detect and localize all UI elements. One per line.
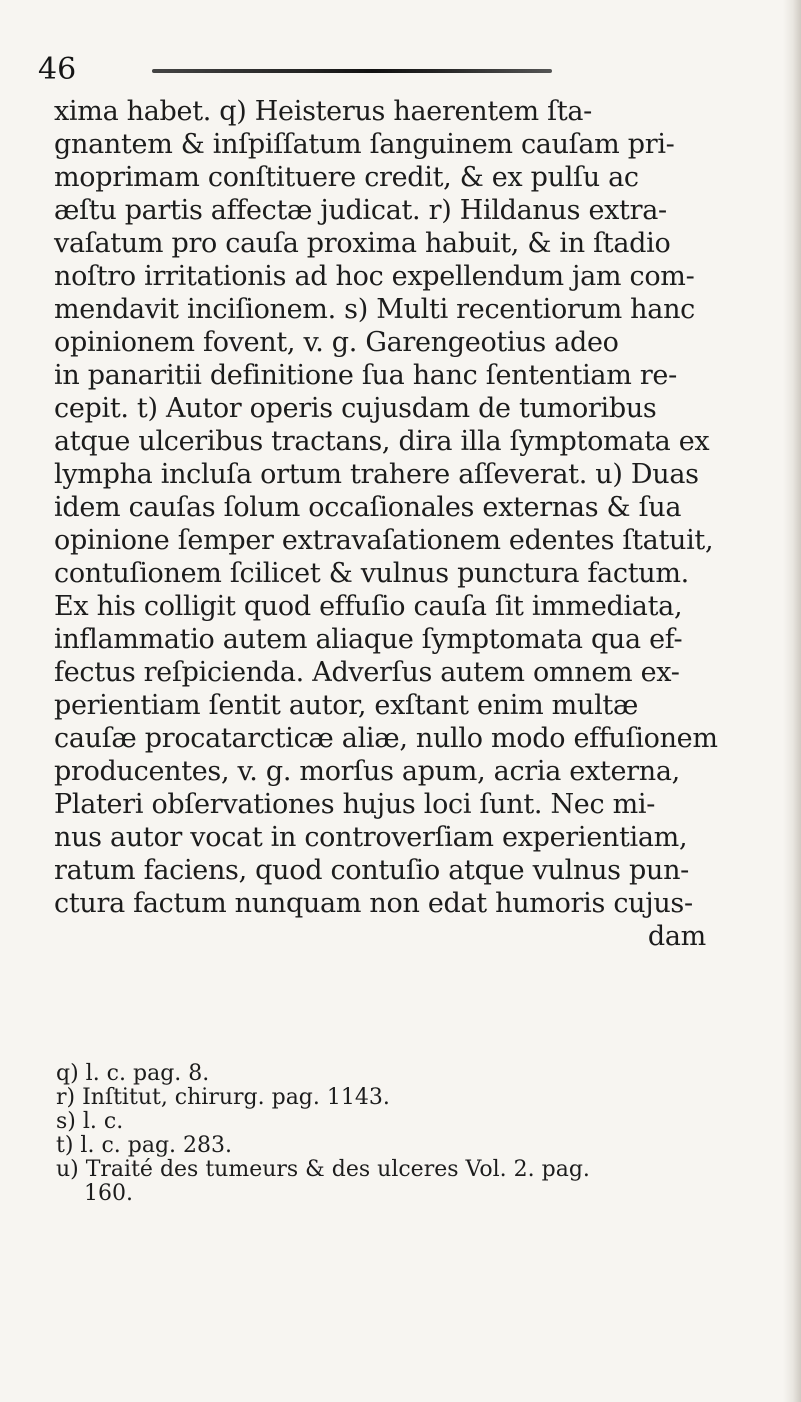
body-line: Ex his colligit quod effuſio cauſa ſit immediata, — [54, 591, 683, 622]
body-line: inflammatio autem aliaque ſymptomata qua ef- — [54, 624, 683, 655]
body-line: idem cauſas ſolum occaſionales externas & ſua — [54, 492, 682, 523]
footnote: u) Traité des tumeurs & des ulceres Vol. 2. pag. — [56, 1157, 590, 1182]
body-text — [54, 95, 774, 953]
body-line: atque ulceribus tractans, dira illa ſymptomata ex — [54, 426, 710, 457]
body-line: noſtro irritationis ad hoc expellendum jam com- — [54, 261, 695, 292]
body-line: moprimam conſtituere credit, & ex pulſu ac — [54, 162, 639, 193]
body-line: ctura factum nunquam non edat humoris cujus- — [54, 888, 693, 919]
body-line: Plateri obſervationes hujus loci ſunt. Nec mi- — [54, 789, 656, 820]
body-line: contuſionem ſcilicet & vulnus punctura factum. — [54, 558, 689, 589]
footnote: r) Inſtitut, chirurg. pag. 1143. — [56, 1085, 390, 1110]
body-line: xima habet. q) Heisterus haerentem ſta- — [54, 96, 593, 127]
body-line: producentes, v. g. morſus apum, acria externa, — [54, 756, 680, 787]
footnotes — [56, 1062, 776, 1206]
body-line: cauſæ procatarcticæ aliæ, nullo modo effuſionem — [54, 723, 718, 754]
body-line: opinionem fovent, v. g. Garengeotius adeo — [54, 327, 619, 358]
footnote: 160. — [84, 1181, 133, 1206]
header-rule — [152, 69, 552, 73]
page-number: 46 — [38, 52, 77, 87]
body-line: nus autor vocat in controverſiam experientiam, — [54, 822, 688, 853]
body-line: gnantem & inſpiſſatum ſanguinem cauſam pri- — [54, 129, 675, 160]
body-line: æſtu partis affectæ judicat. r) Hildanus extra- — [54, 195, 667, 226]
footnote: s) l. c. — [56, 1109, 124, 1134]
body-line: opinione ſemper extravaſationem edentes ſtatuit, — [54, 525, 714, 556]
footnote: q) l. c. pag. 8. — [56, 1061, 210, 1086]
body-line: fectus reſpicienda. Adverſus autem omnem ex- — [54, 657, 680, 688]
page-edge-shadow — [783, 0, 801, 1402]
body-line: cepit. t) Autor operis cujusdam de tumoribus — [54, 393, 657, 424]
body-line: perientiam ſentit autor, exſtant enim multæ — [54, 690, 639, 721]
body-line: vaſatum pro cauſa proxima habuit, & in ſtadio — [54, 228, 671, 259]
body-line: ratum faciens, quod contuſio atque vulnus pun- — [54, 855, 689, 886]
body-line: dam — [647, 921, 706, 952]
body-line: in panaritii definitione ſua hanc ſententiam re- — [54, 360, 677, 391]
body-line: lympha incluſa ortum trahere aſſeverat. u) Duas — [54, 459, 699, 490]
body-line: mendavit inciſionem. s) Multi recentiorum hanc — [54, 294, 695, 325]
footnote: t) l. c. pag. 283. — [56, 1133, 232, 1158]
